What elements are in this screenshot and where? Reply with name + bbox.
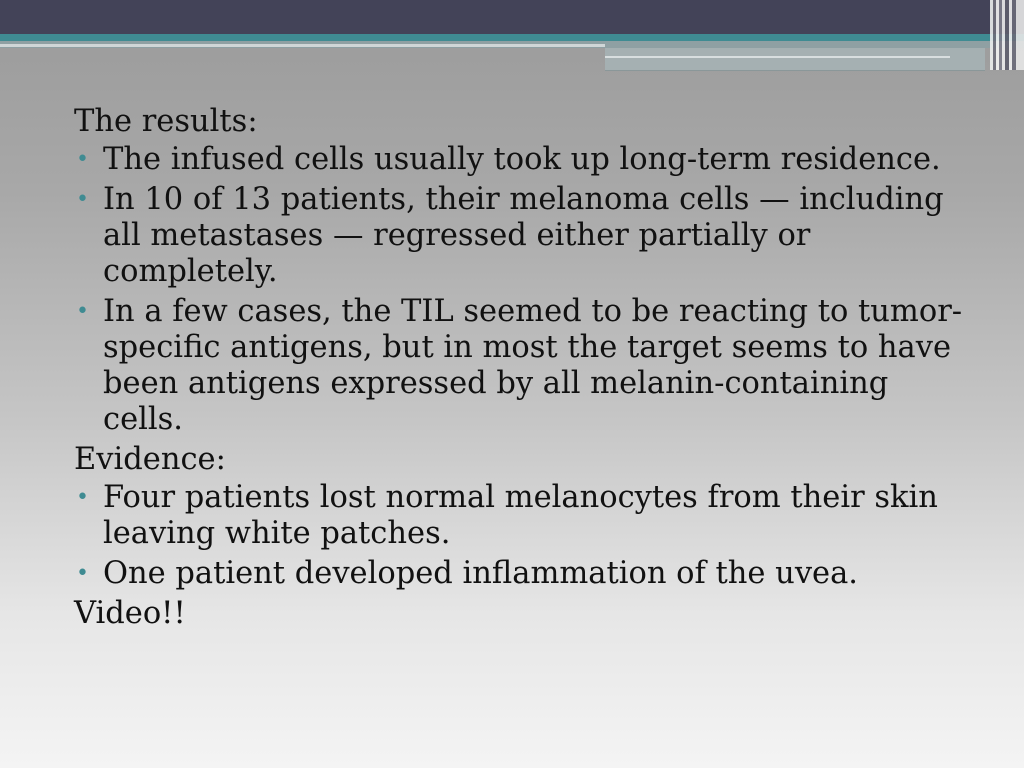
bullet-dot: •	[76, 561, 89, 586]
bullet-text: In 10 of 13 patients, their melanoma cells — including all metastases — regressed either partially or completely.	[103, 182, 944, 289]
bullet-dot: •	[76, 187, 89, 212]
bullet-text: One patient developed inflammation of the uvea.	[103, 556, 858, 591]
bullet-dot: •	[76, 147, 89, 172]
bullet-text: In a few cases, the TIL seemed to be reacting to tumor-specific antigens, but in most the target seems to have been antigens expressed by all melanin-containing cells.	[103, 294, 963, 437]
results-heading: The results:	[74, 104, 258, 139]
header-corner-strips	[990, 0, 1024, 70]
bullet-item	[74, 294, 974, 438]
bullet-dot: •	[76, 485, 89, 510]
header-right-tab	[605, 48, 985, 71]
bullet-text: The infused cells usually took up long-term residence.	[103, 142, 941, 177]
header-right-tab-line	[605, 56, 950, 58]
bullet-dot: •	[76, 299, 89, 324]
slide-body	[74, 104, 974, 634]
video-link-text: Video!!	[74, 596, 186, 631]
bullet-item	[74, 480, 974, 552]
header-dark-bar	[0, 0, 1024, 34]
bullet-item	[74, 556, 974, 592]
header-light-line	[0, 44, 605, 47]
bullet-item	[74, 142, 974, 178]
bullet-text: Four patients lost normal melanocytes from their skin leaving white patches.	[103, 480, 938, 551]
bullet-item	[74, 182, 974, 290]
evidence-heading: Evidence:	[74, 442, 226, 477]
header-teal-stripe	[0, 34, 1024, 41]
